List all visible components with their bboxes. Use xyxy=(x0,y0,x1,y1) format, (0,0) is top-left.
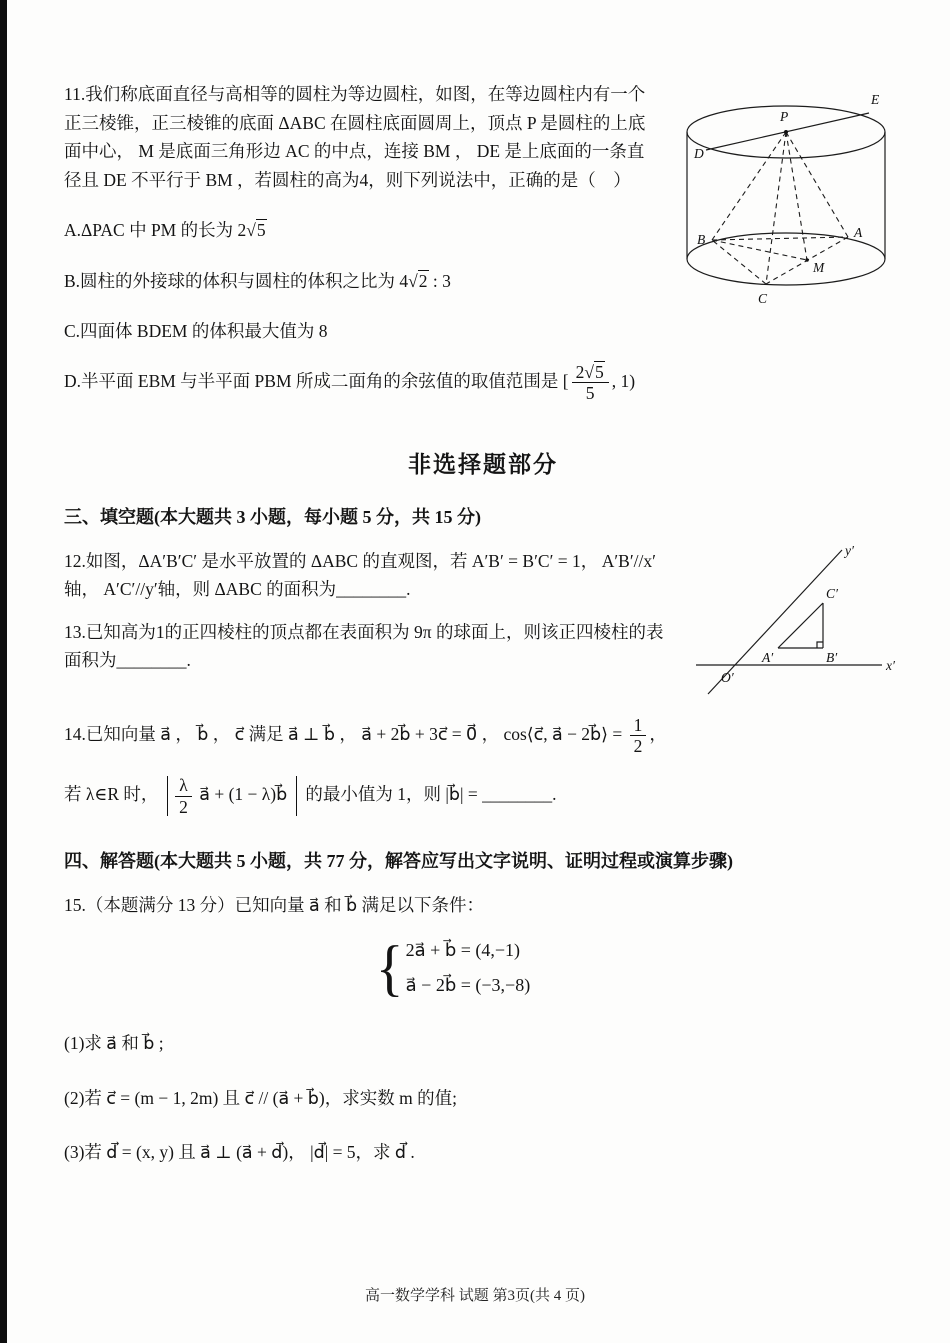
left-brace: { xyxy=(375,932,404,1003)
q11-cylinder-figure xyxy=(670,80,902,318)
figure-label-D: D xyxy=(694,146,704,161)
equation-2: a⃗ − 2b⃗ = (−3,−8) xyxy=(405,975,531,996)
sqrt-expression: √2 xyxy=(408,270,428,291)
q11-option-d: D.半平面 EBM 与半平面 PBM 所成二面角的余弦值的取值范围是 [ $\frac{2√5}{5}$ , 1) xyxy=(64,361,636,404)
figure-label-C: C xyxy=(758,291,768,306)
sec4-header: 四、解答题(本大题共 5 小题，共 77 分，解答应写出文字说明、证明过程或演算步骤) xyxy=(64,851,733,872)
section-title: 非选择题部分 xyxy=(408,451,558,477)
q14-line2: 若 λ∈R 时， $\frac{\lambda}{2}$ a⃗ + (1 − λ)b⃗ 的最小值为 1，则 |b⃗| = ________. xyxy=(64,774,557,817)
figure-label-M: M xyxy=(813,260,825,275)
fraction: $\frac{1}{2}$ xyxy=(630,715,647,757)
cylinder-diagram xyxy=(670,80,902,318)
question-15 xyxy=(64,891,902,1167)
figure-label-A: A xyxy=(854,225,863,240)
question-14 xyxy=(64,715,902,818)
equation-1: 2a⃗ + b⃗ = (4,−1) xyxy=(405,940,521,961)
q15-part-3: (3)若 d⃗ = (x, y) 且 a⃗ ⊥ (a⃗ + d⃗)， |d⃗| = 5，求 d⃗ . xyxy=(64,1142,415,1163)
sqrt-expression: √5 xyxy=(246,220,266,241)
abs-bar-left xyxy=(167,776,168,816)
q12-axes-figure xyxy=(692,541,902,701)
q15-part-2: (2)若 c⃗ = (m − 1, 2m) 且 c⃗ // (a⃗ + b⃗)，求实数 m 的值; xyxy=(64,1087,457,1108)
figure-label-B: B xyxy=(697,232,706,247)
sqrt-sign: √ xyxy=(246,220,256,241)
figure-label-A-prime: A′ xyxy=(762,649,774,665)
equation-system xyxy=(64,933,842,1003)
oblique-axes-diagram xyxy=(692,541,902,701)
figure-label-C-prime: C′ xyxy=(826,585,838,601)
scan-edge-bar xyxy=(0,0,7,1343)
question-11 xyxy=(64,80,902,404)
figure-label-O: O′ xyxy=(721,669,734,685)
q11-stem: 11.我们称底面直径与高相等的圆柱为等边圆柱，如图，在等边圆柱内有一个正三棱锥，正三棱锥的底面 ΔABC 在圆柱底面圆周上，顶点 P 是圆柱的上底面中心， M 是底面三角形边 AC 的中点，连接 BM ， DE 是上底面的一条直径且 DE 不平行于 BM ，若圆柱的高为4，则下列说法中，正确的是（ ） xyxy=(64,84,646,190)
question-12: 12.如图，ΔA′B′C′ 是水平放置的 ΔABC 的直观图，若 A′B′ = B′C′ = 1， A′B′//x′轴， A′C′//y′轴，则 ΔABC 的面积为________. xyxy=(64,550,656,600)
sqrt-sign: √ xyxy=(408,270,418,291)
figure-label-y-axis: y′ xyxy=(845,542,854,558)
q11-option-a: A.ΔPAC 中 PM 的长为 2√5 xyxy=(64,220,266,241)
page-footer: 高一数学学科 试题 第3页(共 4 页) xyxy=(365,1288,585,1304)
figure-label-x-axis: x′ xyxy=(886,657,895,673)
q11-option-c: C.四面体 BDEM 的体积最大值为 8 xyxy=(64,321,328,342)
sec3-header: 三、填空题(本大题共 3 小题，每小题 5 分，共 15 分) xyxy=(64,507,481,528)
fraction: $\frac{\lambda}{2}$ xyxy=(175,775,192,817)
figure-label-B-prime: B′ xyxy=(826,649,838,665)
q11-option-b: B.圆柱的外接球的体积与圆柱的体积之比为 4√2 : 3 xyxy=(64,270,451,291)
q15-intro: 15.（本题满分 13 分）已知向量 a⃗ 和 b⃗ 满足以下条件： xyxy=(64,894,484,915)
question-13: 13.已知高为1的正四棱柱的顶点都在表面积为 9π 的球面上，则该正四棱柱的表面积为________. xyxy=(64,621,664,671)
q12-q13-block xyxy=(64,542,902,701)
figure-label-E: E xyxy=(871,92,880,107)
sqrt-sign: √ xyxy=(584,361,594,382)
figure-label-P: P xyxy=(780,109,789,124)
q15-part-1: (1)求 a⃗ 和 b⃗ ; xyxy=(64,1033,164,1054)
q14-line1: 14.已知向量 a⃗ ， b⃗ ， c⃗ 满足 a⃗ ⊥ b⃗ ， a⃗ + 2b⃗ + 3c⃗ = 0⃗ ， cos⟨c⃗, a⃗ − 2b⃗⟩ = $\frac{1}{2}$ ， xyxy=(64,714,667,757)
fraction: $\frac{2√5}{5}$ xyxy=(572,362,609,404)
abs-bar-right xyxy=(296,776,297,816)
